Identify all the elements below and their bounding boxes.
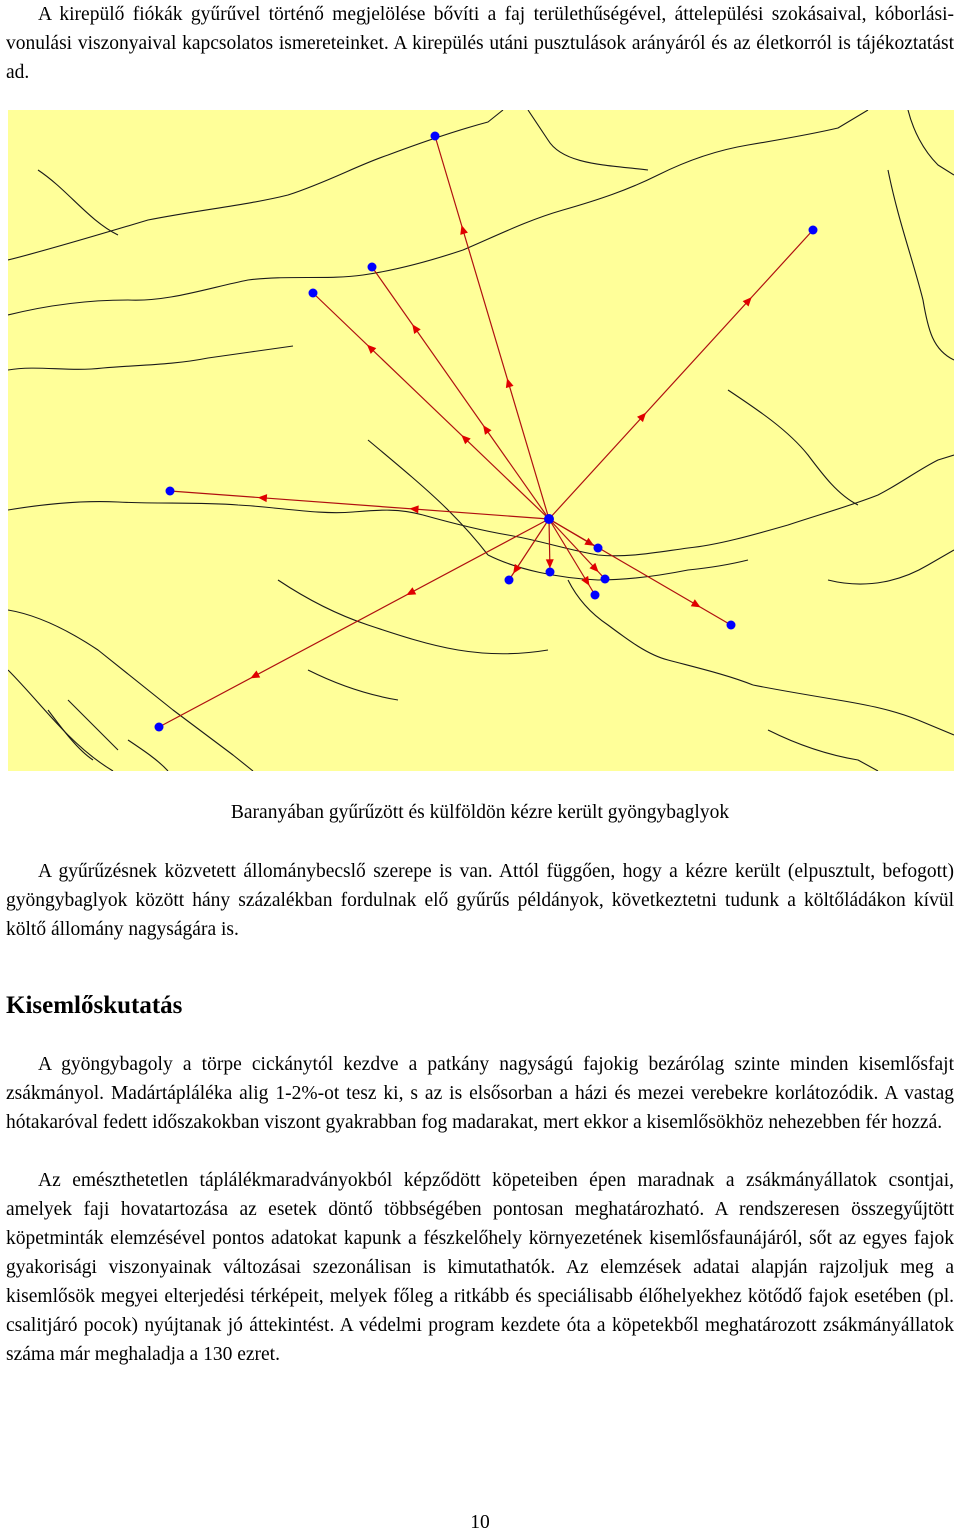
recovery-site-marker xyxy=(546,568,555,577)
recovery-site-marker xyxy=(809,226,818,235)
paragraph-pellets: Az emészthetetlen táplálékmaradványokból képződött köpeteiben épen maradnak a zsákmányállatok csontjai, amelyek faji hovatartozása az esetek döntő többségében pontosan meghatározható. A rendszeresen összegyűjtött köpetminták elemzésével pontos adatokat kapunk a fészkelőhely környezetének kisemlősfaunájáról, sőt az egyes fajok gyakorisági viszonyainak változásai szezonálisan is kimutathatók. Az elemzések adatai alapján rajzoljuk meg a kisemlősök megyei elterjedési térképeit, melyek főleg a ritkább és speciálisabb élőhelyekhez kötődő fajok esetében (pl. csalitjáró pocok) nyújtanak jó áttekintést. A védelmi program kezdete óta a köpetekből meghatározott zsákmányállatok száma már meghaladja a 130 ezret. xyxy=(6,1170,954,1365)
paragraph-ringing: A gyűrűzésnek közvetett állománybecslő szerepe is van. Attól függően, hogy a kézre került (elpusztult, befogott) gyöngybaglyok között hány százalékban fordulnak elő gyűrűs példányok, következtetni tudunk a költőládákon kívül költő állomány nagyságára is. xyxy=(6,861,954,940)
recovery-site-marker xyxy=(591,591,600,600)
land-area xyxy=(8,110,954,771)
ringing-site-marker xyxy=(544,514,554,524)
map-canvas xyxy=(8,110,954,771)
recovery-site-marker xyxy=(505,576,514,585)
recovery-site-marker xyxy=(601,575,610,584)
recovery-site-marker xyxy=(727,621,736,630)
map-caption: Baranyában gyűrűzött és külföldön kézre került gyöngybaglyok xyxy=(230,802,730,823)
recovery-site-marker xyxy=(368,263,377,272)
recovery-site-marker xyxy=(155,723,164,732)
section-heading: Kisemlőskutatás xyxy=(6,992,183,1019)
recovery-map xyxy=(8,110,954,771)
recovery-site-marker xyxy=(431,132,440,141)
page-number: 10 xyxy=(470,1512,490,1533)
paragraph-prey: A gyöngybagoly a törpe cickánytól kezdve a patkány nagyságú fajokig bezárólag szinte minden kisemlősfajt zsákmányol. Madártápláléka alig 1-2%-ot tesz ki, s az is elsősorban a házi és mezei verebekre korlátozódik. A vastag hótakaróval fedett időszakokban viszont gyakrabban fog madarakat, mert ekkor a kisemlősökhöz nehezebben fér hozzá. xyxy=(6,1054,954,1133)
intro-paragraph: A kirepülő fiókák gyűrűvel történő megjelölése bővíti a faj területhűségével, áttelepülési szokásaival, kóborlási-vonulási viszonyaival kapcsolatos ismereteinket. A kirepülés utáni pusztulások arányáról és az életkorról is tájékoztatást ad. xyxy=(6,4,954,83)
recovery-site-marker xyxy=(166,487,175,496)
recovery-site-marker xyxy=(594,544,603,553)
recovery-site-marker xyxy=(309,289,318,298)
